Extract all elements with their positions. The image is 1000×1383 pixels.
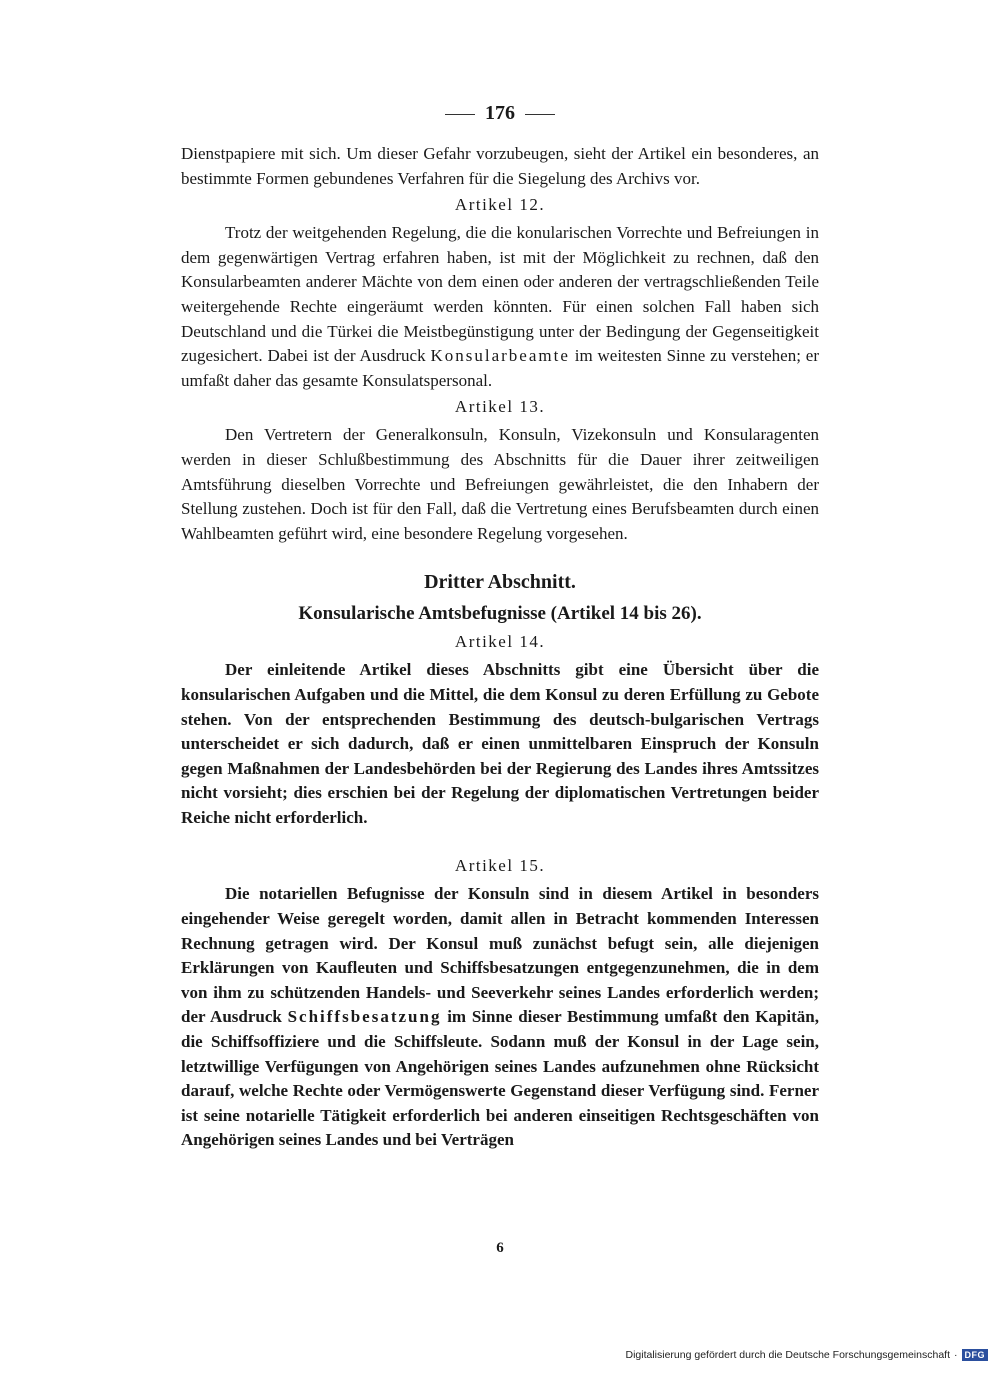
page-number-value: 176 [485, 102, 515, 124]
article-15-text-b: im Sinne dieser Bestimmung umfaßt den Kapitän, die Schiffsoffiziere und die Schiffsleute. Sodann muß der Konsul in der Lage sein, letztwillige Verfügungen von Angehörigen seines Landes aufzunehmen ohne Rücksicht darauf, welche Rechte oder Vermögenswerte Gegenstand dieser Verfügung sind. Ferner ist seine notarielle Tätigkeit erforderlich bei anderen einseitigen Rechtsgeschäften von Angehörigen seines Landes und bei Verträgen [181, 1007, 819, 1150]
footer-text: Digitalisierung gefördert durch die Deutsche Forschungsgemeinschaft [625, 1349, 950, 1361]
article-13-heading: Artikel 13. [454, 397, 546, 417]
signature-mark: 6 [496, 1240, 504, 1256]
article-12-text [181, 221, 819, 393]
article-12-heading: Artikel 12. [454, 195, 546, 215]
page-body [181, 142, 819, 1153]
page-number [0, 102, 1000, 125]
footer-separator: · [954, 1349, 958, 1361]
dash-left [445, 114, 475, 115]
article-12-spaced-term: Konsularbeamte [430, 346, 570, 366]
article-12-text-b: im weitesten Sinne zu verstehen; er umfaßt daher das gesamte Konsulatspersonal. [181, 346, 819, 390]
article-12-text-a: Trotz der weitgehenden Regelung, die die konularischen Vorrechte und Befreiungen in dem gegenwärtigen Vertrag erfahren haben, ist mit der Möglichkeit zu rechnen, daß den Konsularbeamten anderer Mächte von dem einen oder anderen der vertragschließenden Teile weitergehende Rechte eingeräumt werden könnten. Für einen solchen Fall haben sich Deutschland und die Türkei die Meistbegünstigung unter der Bedingung der Gegenseitigkeit zugesichert. Dabei ist der Ausdruck [181, 223, 819, 366]
dfg-logo-icon: DFG [962, 1349, 989, 1361]
article-14-text: Der einleitende Artikel dieses Abschnitts gibt eine Übersicht über die konsularischen Aufgaben und die Mittel, die dem Konsul zu deren Erfüllung zu Gebote stehen. Von der entsprechenden Bestimmung des deutsch-bulgarischen Vertrags unterscheidet er sich dadurch, daß er einen unmittelbaren Einspruch der Konsuln gegen Maßnahmen der Landesbehörden bei der Regierung des Landes ihres Amtssitzes nicht vorsieht; dies erschien bei der Regelung der diplomatischen Vertretungen beider Reiche nicht erforderlich. [181, 660, 819, 827]
article-15-spaced-term: Schiffsbesatzung [287, 1007, 442, 1027]
article-14-heading: Artikel 14. [454, 632, 546, 652]
dash-right [525, 114, 555, 115]
section-title: Dritter Abschnitt. [424, 571, 576, 594]
digitization-footer [625, 1349, 988, 1361]
article-15-text-a: Die notariellen Befugnisse der Konsuln sind in diesem Artikel in besonders eingehender Weise geregelt worden, damit allen in Betracht kommenden Interessen Rechnung getragen wird. Der Konsul muß zunächst befugt sein, alle diejenigen Erklärungen von Kaufleuten und Schiffsbesatzungen entgegenzunehmen, die in dem von ihm zu schützenden Handels- und Seeverkehr seines Landes erforderlich werden; der Ausdruck [181, 884, 819, 1027]
article-15-text [181, 882, 819, 1153]
section-subtitle: Konsularische Amtsbefugnisse (Artikel 14 bis 26). [298, 603, 702, 625]
article-13-text: Den Vertretern der Generalkonsuln, Konsuln, Vizekonsuln und Konsularagenten werden in dieser Schlußbestimmung des Abschnitts für die Dauer ihrer zeitweiligen Amtsführung dieselben Vorrechte und Befreiungen gewährleistet, die den Inhabern der Stellung zustehen. Doch ist für den Fall, daß die Vertretung eines Berufsbeamten durch einen Wahlbeamten geführt wird, eine besondere Regelung vorgesehen. [181, 425, 819, 543]
article-15-heading: Artikel 15. [454, 856, 546, 876]
paragraph-continuation: Dienstpapiere mit sich. Um dieser Gefahr vorzubeugen, sieht der Artikel ein besonderes, an bestimmte Formen gebundenes Verfahren für die Siegelung des Archivs vor. [181, 144, 819, 188]
